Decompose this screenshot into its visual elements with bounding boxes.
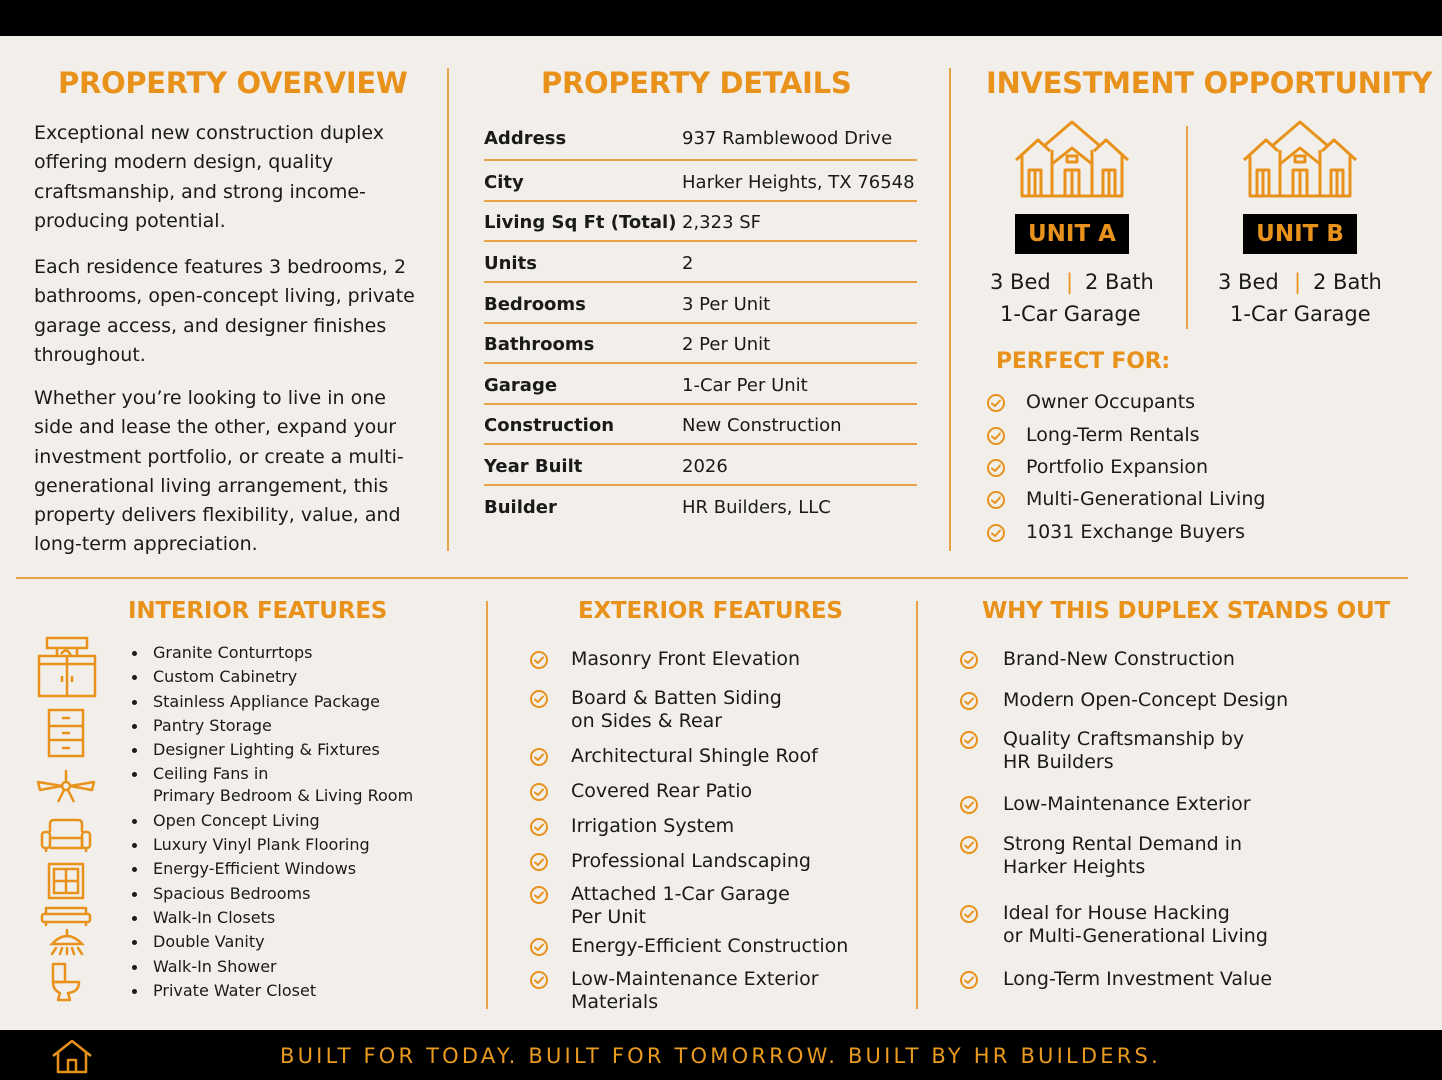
details-row (484, 497, 917, 527)
check-list-item (986, 424, 1200, 447)
details-value: 3 Per Unit (682, 294, 771, 315)
overview-paragraph-3: Whether you’re looking to live in one side and lease the other, expand your investment portfolio, or create a multi-generational living arrangement, this property delivers flexibility, value, and long-term appreciation. (34, 387, 404, 556)
check-list-text: Low-Maintenance Exterior (1003, 793, 1251, 815)
details-label: Year Built (484, 456, 583, 477)
check-list-text: Irrigation System (571, 815, 735, 837)
check-circle-icon (529, 970, 549, 990)
overview-paragraph-1: Exceptional new construction duplex offering modern design, quality craftsmanship, and strong income-producing potential. (34, 122, 385, 232)
why-title: WHY THIS DUPLEX STANDS OUT (982, 598, 1390, 624)
check-circle-icon (529, 885, 549, 905)
details-label: Address (484, 128, 567, 149)
investment-title: INVESTMENT OPPORTUNITY (986, 66, 1433, 100)
column-divider (486, 601, 488, 1009)
check-circle-icon (529, 852, 549, 872)
check-list-item (959, 968, 1272, 991)
details-row (484, 212, 917, 242)
home-icon (50, 1038, 94, 1074)
check-list-text: Quality Craftsmanship by HR Builders (1003, 728, 1245, 773)
overview-paragraph-2: Each residence features 3 bedrooms, 2 bathrooms, open-concept living, private garage access, and designer finishes throughout. (34, 256, 415, 366)
check-list-item (959, 833, 1242, 879)
column-divider (949, 68, 951, 551)
check-list-item (529, 883, 790, 929)
check-circle-icon (959, 904, 979, 924)
unit-b-bath: 2 Bath (1313, 270, 1382, 294)
details-label: Living Sq Ft (Total) (484, 212, 677, 233)
check-list-text: Long-Term Rentals (1026, 424, 1200, 446)
check-circle-icon (959, 795, 979, 815)
details-value: 1-Car Per Unit (682, 375, 808, 396)
check-list-item (986, 488, 1265, 511)
details-title: PROPERTY DETAILS (541, 66, 852, 100)
check-list-text: Board & Batten Siding on Sides & Rear (571, 687, 782, 732)
check-circle-icon (529, 782, 549, 802)
check-list-text: 1031 Exchange Buyers (1026, 521, 1245, 543)
check-list-item (529, 815, 734, 838)
pantry-icon (45, 708, 87, 758)
interior-feature-item: Custom Cabinetry (130, 666, 413, 688)
check-list-item (529, 648, 800, 671)
details-row (484, 375, 917, 405)
check-list-item (529, 780, 752, 803)
check-list-text: Multi-Generational Living (1026, 488, 1266, 510)
interior-feature-item: Walk-In Closets (130, 907, 413, 929)
interior-feature-item: Stainless Appliance Package (130, 691, 413, 713)
check-list-text: Brand-New Construction (1003, 648, 1235, 670)
bed-icon (40, 904, 92, 928)
interior-feature-item: Walk-In Shower (130, 956, 413, 978)
details-label: Garage (484, 375, 558, 396)
interior-title: INTERIOR FEATURES (128, 598, 388, 624)
details-row (484, 415, 917, 445)
interior-feature-item: Open Concept Living (130, 810, 413, 832)
check-list-item (529, 745, 818, 768)
check-list-item (959, 689, 1288, 712)
check-circle-icon (986, 393, 1006, 413)
houses-icon (1240, 120, 1360, 200)
check-list-text: Low-Maintenance Exterior Materials (571, 968, 819, 1013)
check-list-item (959, 648, 1235, 671)
interior-feature-item: Luxury Vinyl Plank Flooring (130, 834, 413, 856)
top-bar (0, 0, 1442, 36)
details-value: 2 Per Unit (682, 334, 771, 355)
check-list-text: Portfolio Expansion (1026, 456, 1209, 478)
check-list-text: Energy-Efficient Construction (571, 935, 849, 957)
check-list-item (959, 728, 1244, 774)
details-row (484, 172, 917, 202)
check-circle-icon (529, 937, 549, 957)
check-list-item (986, 456, 1208, 479)
details-label: Units (484, 253, 537, 274)
perfect-for-title: PERFECT FOR: (996, 349, 1171, 374)
check-circle-icon (959, 691, 979, 711)
unit-separator: | (1294, 270, 1302, 294)
details-label: Builder (484, 497, 557, 518)
check-circle-icon (959, 835, 979, 855)
overview-title: PROPERTY OVERVIEW (58, 66, 408, 100)
interior-features-list (130, 642, 413, 1004)
unit-a-bed: 3 Bed (990, 270, 1051, 294)
sofa-icon (40, 818, 92, 854)
details-label: Bathrooms (484, 334, 595, 355)
details-row (484, 294, 917, 324)
details-value: 2 (682, 253, 694, 274)
check-list-text: Ideal for House Hacking or Multi-Generational Living (1003, 902, 1268, 947)
check-list-item (959, 793, 1251, 816)
check-list-text: Architectural Shingle Roof (571, 745, 818, 767)
shower-icon (44, 928, 90, 956)
interior-feature-item: Pantry Storage (130, 715, 413, 737)
check-circle-icon (529, 689, 549, 709)
check-circle-icon (959, 970, 979, 990)
unit-a-bath: 2 Bath (1085, 270, 1154, 294)
check-list-text: Covered Rear Patio (571, 780, 753, 802)
details-value: HR Builders, LLC (682, 497, 831, 518)
details-value: Harker Heights, TX 76548 (682, 172, 915, 193)
unit-a-garage: 1-Car Garage (1000, 302, 1141, 326)
check-list-item (529, 968, 819, 1014)
check-list-text: Attached 1-Car Garage Per Unit (571, 883, 790, 928)
interior-feature-item: Double Vanity (130, 931, 413, 953)
details-label: City (484, 172, 524, 193)
unit-separator: | (1066, 270, 1074, 294)
details-label: Construction (484, 415, 615, 436)
footer-tagline: BUILT FOR TODAY. BUILT FOR TOMORROW. BUILT BY HR BUILDERS. (280, 1044, 1161, 1068)
check-list-text: Long-Term Investment Value (1003, 968, 1273, 990)
section-divider (16, 577, 1408, 579)
details-row (484, 128, 917, 161)
interior-feature-item: Private Water Closet (130, 980, 413, 1002)
check-list-text: Masonry Front Elevation (571, 648, 801, 670)
check-list-text: Owner Occupants (1026, 391, 1196, 413)
ceiling-fan-icon (34, 768, 98, 804)
details-value: New Construction (682, 415, 842, 436)
details-value: 2,323 SF (682, 212, 762, 233)
kitchen-cabinet-icon (35, 636, 99, 698)
check-circle-icon (986, 523, 1006, 543)
details-label: Bedrooms (484, 294, 586, 315)
interior-feature-item: Energy-Efficient Windows (130, 858, 413, 880)
check-list-text: Modern Open-Concept Design (1003, 689, 1289, 711)
check-circle-icon (986, 426, 1006, 446)
details-value: 937 Ramblewood Drive (682, 128, 893, 149)
check-list-item (529, 935, 848, 958)
unit-b-badge: UNIT B (1243, 214, 1357, 254)
interior-feature-item: Granite Conturrtops (130, 642, 413, 664)
check-list-item (959, 902, 1268, 948)
unit-divider (1186, 126, 1188, 329)
check-circle-icon (986, 458, 1006, 478)
unit-b-garage: 1-Car Garage (1230, 302, 1371, 326)
check-circle-icon (529, 817, 549, 837)
check-circle-icon (959, 730, 979, 750)
check-list-item (529, 850, 811, 873)
details-row (484, 334, 917, 364)
check-circle-icon (529, 747, 549, 767)
check-list-text: Strong Rental Demand in Harker Heights (1003, 833, 1243, 878)
interior-feature-item: Designer Lighting & Fixtures (130, 739, 413, 761)
unit-a-badge: UNIT A (1015, 214, 1129, 254)
details-row (484, 456, 917, 486)
details-value: 2026 (682, 456, 728, 477)
unit-b-bed: 3 Bed (1218, 270, 1279, 294)
check-circle-icon (986, 490, 1006, 510)
interior-feature-item: Spacious Bedrooms (130, 883, 413, 905)
exterior-title: EXTERIOR FEATURES (578, 598, 843, 624)
interior-feature-item: Ceiling Fans in Primary Bedroom & Living Room (130, 763, 413, 807)
window-icon (46, 862, 86, 900)
houses-icon (1012, 120, 1132, 200)
check-circle-icon (959, 650, 979, 670)
check-list-item (529, 687, 782, 733)
column-divider (447, 68, 449, 551)
check-list-text: Professional Landscaping (571, 850, 811, 872)
check-list-item (986, 521, 1245, 544)
column-divider (916, 601, 918, 1009)
check-list-item (986, 391, 1195, 414)
toilet-icon (50, 962, 82, 1002)
details-row (484, 253, 917, 283)
check-circle-icon (529, 650, 549, 670)
